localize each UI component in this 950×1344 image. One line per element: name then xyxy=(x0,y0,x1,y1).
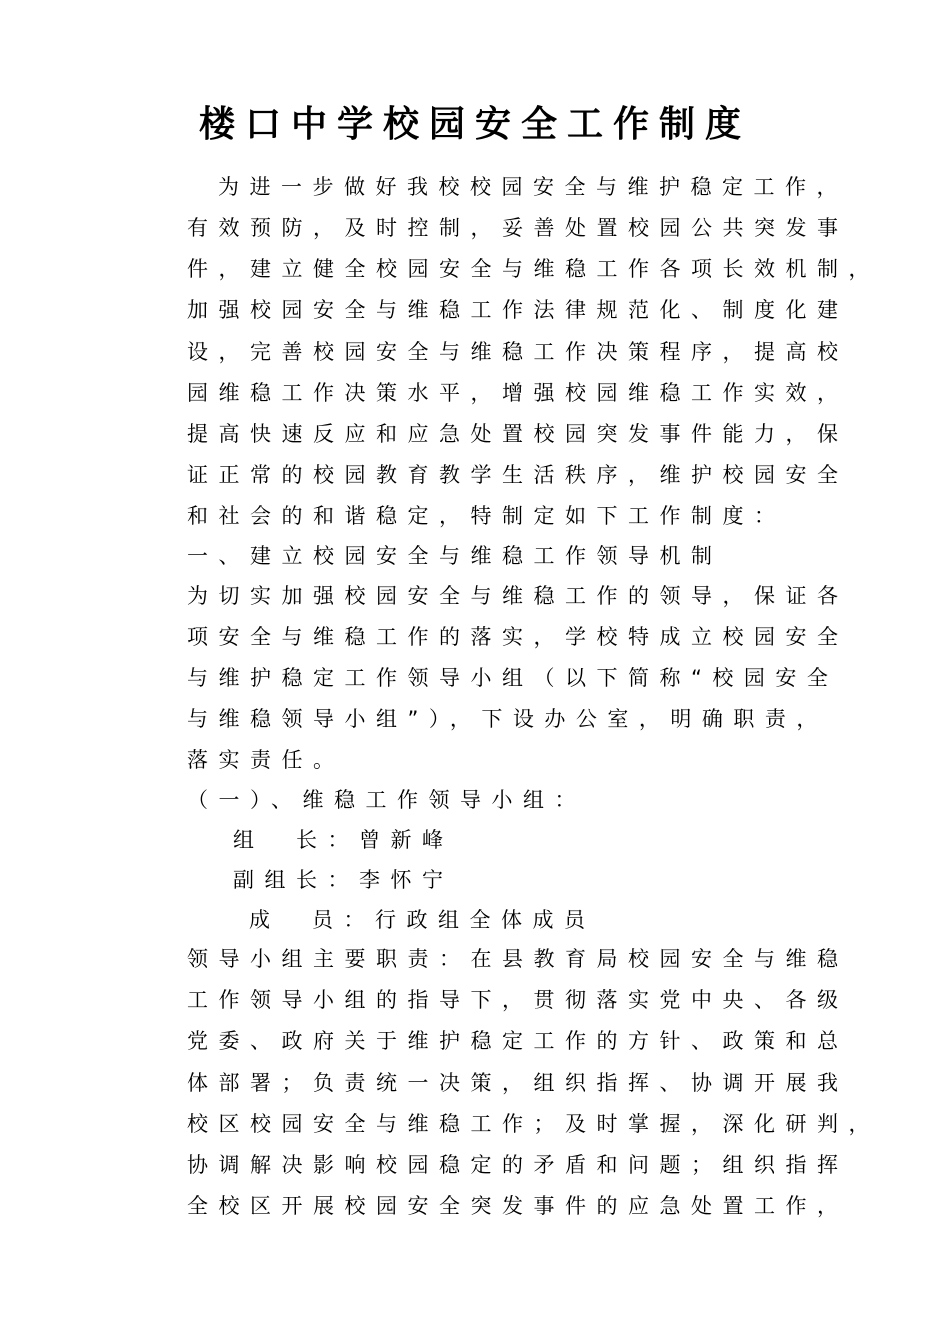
section-heading: 一、建立校园安全与维稳工作领导机制 xyxy=(187,544,723,568)
paragraph-line: 证正常的校园教育教学生活秩序，维护校园安全 xyxy=(187,463,849,487)
paragraph-line: 协调解决影响校园稳定的矛盾和问题；组织指挥 xyxy=(187,1153,849,1177)
paragraph-line: 工作领导小组的指导下，贯彻落实党中央、各级 xyxy=(187,988,849,1012)
paragraph-line: 提高快速反应和应急处置校园突发事件能力，保 xyxy=(187,422,849,446)
member-line: 副组长：李怀宁 xyxy=(233,868,454,892)
paragraph-line: 全校区开展校园安全突发事件的应急处置工作， xyxy=(187,1194,849,1218)
paragraph-line: 和社会的和谐稳定，特制定如下工作制度： xyxy=(187,504,786,528)
subsection-heading: （一）、维稳工作领导小组： xyxy=(187,788,586,812)
paragraph-line: 项安全与维稳工作的落实，学校特成立校园安全 xyxy=(187,625,849,649)
paragraph-line: 领导小组主要职责：在县教育局校园安全与维稳 xyxy=(187,947,849,971)
paragraph-line: 落实责任。 xyxy=(187,748,345,772)
paragraph-line: 为切实加强校园安全与维稳工作的领导，保证各 xyxy=(187,584,849,608)
paragraph-line: 与维护稳定工作领导小组（以下简称“校园安全 xyxy=(187,666,839,690)
paragraph-line: 件，建立健全校园安全与维稳工作各项长效机制， xyxy=(187,257,880,281)
paragraph-line: 为进一步做好我校校园安全与维护稳定工作， xyxy=(218,175,848,199)
paragraph-line: 校区校园安全与维稳工作；及时掌握，深化研判， xyxy=(187,1112,880,1136)
member-line: 组 长：曾新峰 xyxy=(233,828,454,852)
member-line: 成 员：行政组全体成员 xyxy=(249,908,596,932)
paragraph-line: 与维稳领导小组”），下设办公室，明确职责， xyxy=(187,707,828,731)
paragraph-line: 体部署；负责统一决策，组织指挥、协调开展我 xyxy=(187,1071,849,1095)
paragraph-line: 有效预防，及时控制，妥善处置校园公共突发事 xyxy=(187,216,849,240)
paragraph-line: 党委、政府关于维护稳定工作的方针、政策和总 xyxy=(187,1029,849,1053)
document-title: 楼口中学校园安全工作制度 xyxy=(198,104,751,145)
paragraph-line: 加强校园安全与维稳工作法律规范化、制度化建 xyxy=(187,298,849,322)
paragraph-line: 设，完善校园安全与维稳工作决策程序，提高校 xyxy=(187,340,849,364)
paragraph-line: 园维稳工作决策水平，增强校园维稳工作实效， xyxy=(187,381,849,405)
